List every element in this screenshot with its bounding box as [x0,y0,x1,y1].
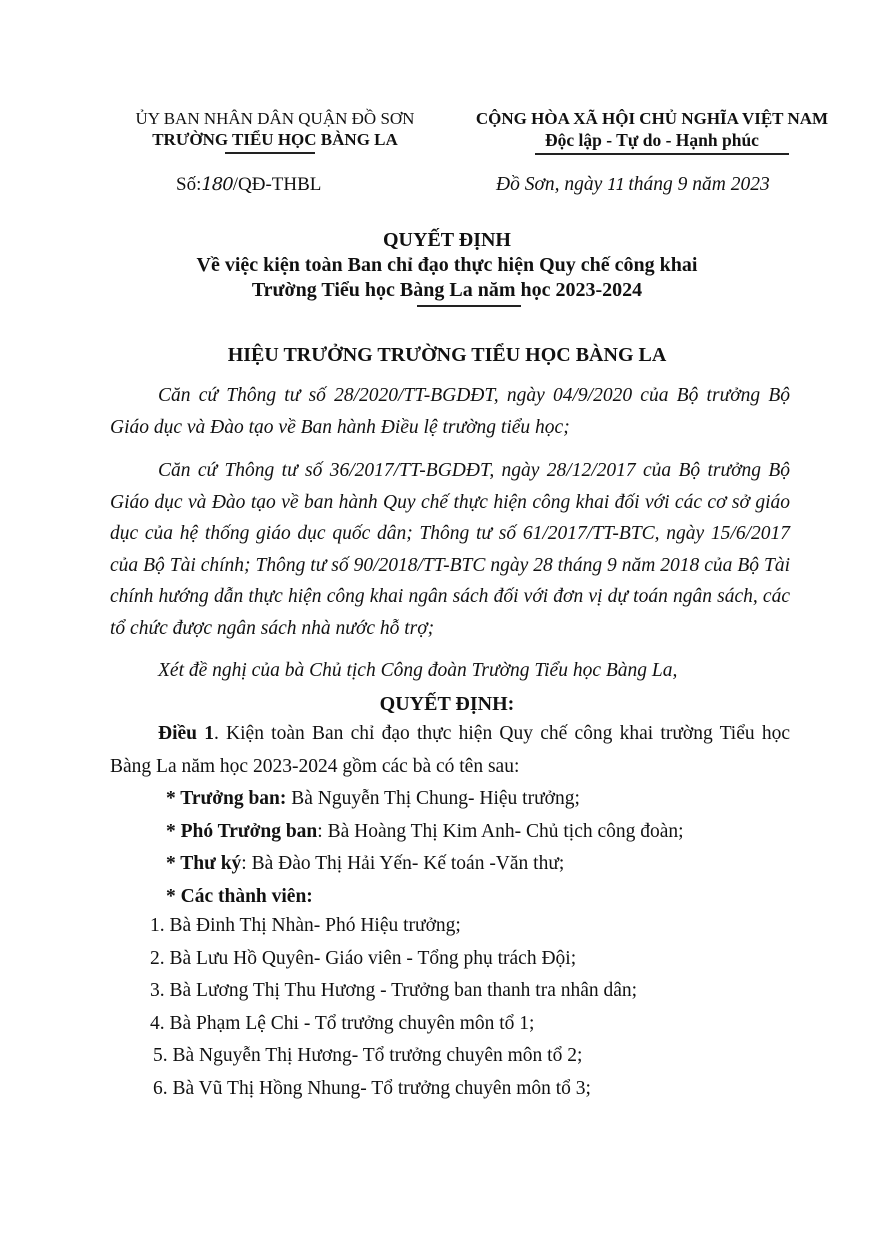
legal-basis-1: Căn cứ Thông tư số 28/2020/TT-BGDĐT, ngày 04/9/2020 của Bộ trưởng Bộ Giáo dục và Đào tạo về Ban hành Điều lệ trường tiểu học; [110,385,790,438]
member-item: 2. Bà Lưu Hồ Quyên- Giáo viên - Tổng phụ trách Đội; [150,947,577,969]
role-label: * Các thành viên: [166,885,313,907]
document-subject-line2: Trường Tiểu học Bàng La năm học 2023-2024 [251,279,643,301]
role-row [166,881,684,914]
document-number [176,174,321,196]
member-item: 6. Bà Vũ Thị Hồng Nhung- Tổ trưởng chuyên môn tổ 3; [153,1077,591,1099]
issuer-underline [225,152,315,154]
article-1-text: . Kiện toàn Ban chỉ đạo thực hiện Quy chế công khai trường Tiểu học Bàng La năm học 2023-2024 gồm các bà có tên sau: [110,723,790,777]
date-prefix: Đồ Sơn, ngày [496,174,608,195]
document-date [496,174,770,196]
title-underline [417,305,521,307]
issuer-school-name: TRƯỜNG TIỂU HỌC BÀNG LA [152,130,398,149]
document-number-handwritten: 180 [201,174,233,195]
article-1-label: Điều 1 [158,723,214,744]
role-label: * Trưởng ban: [166,788,287,809]
role-label: * Thư ký [166,853,242,874]
document-number-prefix: Số: [176,174,202,195]
role-row [166,816,684,849]
article-1 [110,717,790,783]
role-value: : Bà Hoàng Thị Kim Anh- Chủ tịch công đoàn; [317,820,684,842]
date-day-handwritten: 11 [607,175,624,194]
committee-roles [166,783,684,913]
member-item: 3. Bà Lương Thị Thu Hương - Trưởng ban thanh tra nhân dân; [150,980,638,1001]
member-item: 4. Bà Phạm Lệ Chi - Tổ trưởng chuyên môn tổ 1; [150,1012,535,1034]
role-row [166,783,684,816]
date-suffix: tháng 9 năm 2023 [623,174,770,195]
legal-basis-2: Căn cứ Thông tư số 36/2017/TT-BGDĐT, ngày 28/12/2017 của Bộ trưởng Bộ Giáo dục và Đào tạo về ban hành Quy chế thực hiện công khai đối với các cơ sở giáo dục của hệ thống giáo dục quốc dân; Thông tư số 61/2017/TT-BTC, ngày 15/6/2017 của Bộ Tài chính; Thông tư số 90/2018/TT-BTC ngày 28 tháng 9 năm 2018 của Bộ Tài chính hướng dẫn thực hiện công khai ngân sách đối với đơn vị dự toán ngân sách, các tổ chức được ngân sách nhà nước hỗ trợ; [110,460,790,639]
decision-heading: QUYẾT ĐỊNH: [379,693,515,715]
document-number-suffix: /QĐ-THBL [232,174,322,195]
document-subject-line1: Về việc kiện toàn Ban chỉ đạo thực hiện Quy chế công khai [196,254,698,276]
committee-members [150,910,637,1105]
role-value: : Bà Đào Thị Hải Yến- Kế toán -Văn thư; [241,853,565,874]
role-value: Bà Nguyễn Thị Chung- Hiệu trưởng; [286,788,580,809]
member-item: 1. Bà Đinh Thị Nhàn- Phó Hiệu trưởng; [150,915,461,936]
national-name: CỘNG HÒA XÃ HỘI CHỦ NGHĨA VIỆT NAM [475,109,829,128]
national-motto-block [452,108,852,151]
document-title: QUYẾT ĐỊNH [383,229,511,251]
proposal-clause: Xét đề nghị của bà Chủ tịch Công đoàn Trường Tiểu học Bàng La, [158,660,678,681]
role-row [166,848,684,881]
issuing-authority: HIỆU TRƯỞNG TRƯỜNG TIỂU HỌC BÀNG LA [227,344,667,366]
document-title-block [100,228,794,303]
issuer-block [110,108,440,151]
member-item: 5. Bà Nguyễn Thị Hương- Tổ trưởng chuyên môn tổ 2; [153,1045,583,1066]
role-label: * Phó Trưởng ban [166,820,318,842]
issuer-parent-agency: ỦY BAN NHÂN DÂN QUẬN ĐỒ SƠN [135,109,415,128]
national-motto: Độc lập - Tự do - Hạnh phúc [545,130,759,150]
motto-underline [535,153,789,155]
